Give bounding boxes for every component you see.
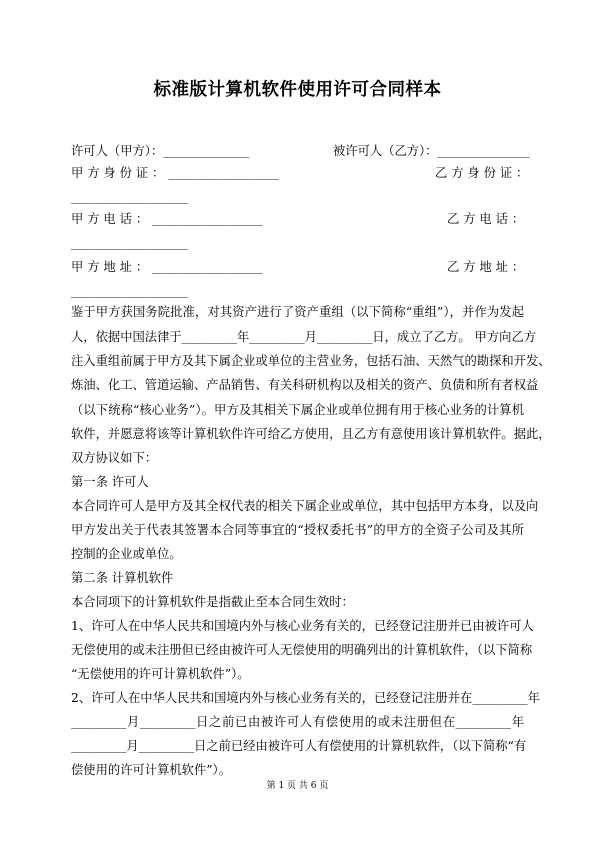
preamble-line: 双方协议如下： — [71, 451, 158, 465]
party-a-id-field: 甲 方 身 份 证 ： __________________ — [71, 166, 279, 180]
preamble-line: 注入重组前属于甲方及其下属企业或单位的主营业务，包括石油、天然气的勘探和开发、 — [71, 354, 551, 368]
party-b-id-blank: ___________________ — [71, 190, 188, 204]
party-b-phone-label: 乙 方 电 话 ： — [447, 212, 525, 226]
party-b-address-blank: ___________________ — [71, 284, 188, 298]
preamble-line: 鉴于甲方获国务院批准，对其资产进行了资产重组（以下简称“重组”），并作为发起 — [71, 305, 524, 319]
preamble-line: 软件，并愿意将该等计算机软件许可给乙方使用，且乙方有意使用该计算机软件。据此， — [71, 427, 551, 441]
article-2-line: 本合同项下的计算机软件是指截止至本合同生效时： — [71, 595, 354, 609]
party-a-address-field: 甲 方 地 址 ： __________________ — [71, 260, 263, 274]
article-2-line: 偿使用的许可计算机软件”）。 — [71, 763, 231, 777]
article-1-heading: 第一条 许可人 — [71, 475, 149, 489]
article-2-line: _________月_________日之前已由被许可人有偿使用的或未注册但在_________年 — [71, 715, 524, 729]
preamble-line: 人，依据中国法律于_________年_________月_________日，成立了乙方。 甲方向乙方 — [71, 330, 537, 344]
article-1-line: 甲方发出关于代表其签署本合同等事宜的“授权委托书”的甲方的全资子公司及其所 — [71, 523, 524, 537]
licensee-field: 被许可人（乙方）：_______________ — [333, 144, 530, 158]
article-2-line: _________月_________日之前已经由被许可人有偿使用的计算机软件，（以下简称“有 — [71, 739, 527, 753]
party-a-phone-field: 甲 方 电 话 ： __________________ — [71, 212, 263, 226]
preamble-line: 炼油、化工、管道运输、产品销售、有关科研机构以及相关的资产、负债和所有者权益 — [71, 378, 539, 392]
page-footer: 第 1 页 共 6 页 — [266, 781, 329, 791]
party-b-id-label: 乙 方 身 份 证 ： — [435, 166, 529, 180]
party-b-address-label: 乙 方 地 址 ： — [447, 260, 525, 274]
article-2-line: 2、许可人在中华人民共和国境内外与核心业务有关的，已经登记注册并在_________年 — [71, 691, 540, 705]
party-b-phone-blank: ___________________ — [71, 236, 188, 250]
preamble-line: （以下统称“核心业务”）。甲方及其相关下属企业或单位拥有用于核心业务的计算机 — [71, 403, 524, 417]
article-2-heading: 第二条 计算机软件 — [71, 571, 174, 585]
article-1-line: 控制的企业或单位。 — [71, 547, 182, 561]
page-title: 标准版计算机软件使用许可合同样本 — [153, 80, 442, 100]
article-2-line: “无偿使用的许可计算机软件”）。 — [71, 667, 250, 681]
article-2-line: 无偿使用的或未注册但已经由被许可人无偿使用的明确列出的计算机软件，（以下简称 — [71, 643, 533, 657]
licensor-field: 许可人（甲方）：______________ — [71, 144, 250, 158]
article-1-line: 本合同许可人是甲方及其全权代表的相关下属企业或单位，其中包括甲方本身，以及向 — [71, 499, 539, 513]
article-2-line: 1、许可人在中华人民共和国境内外与核心业务有关的，已经登记注册并已由被许可人 — [71, 619, 534, 633]
